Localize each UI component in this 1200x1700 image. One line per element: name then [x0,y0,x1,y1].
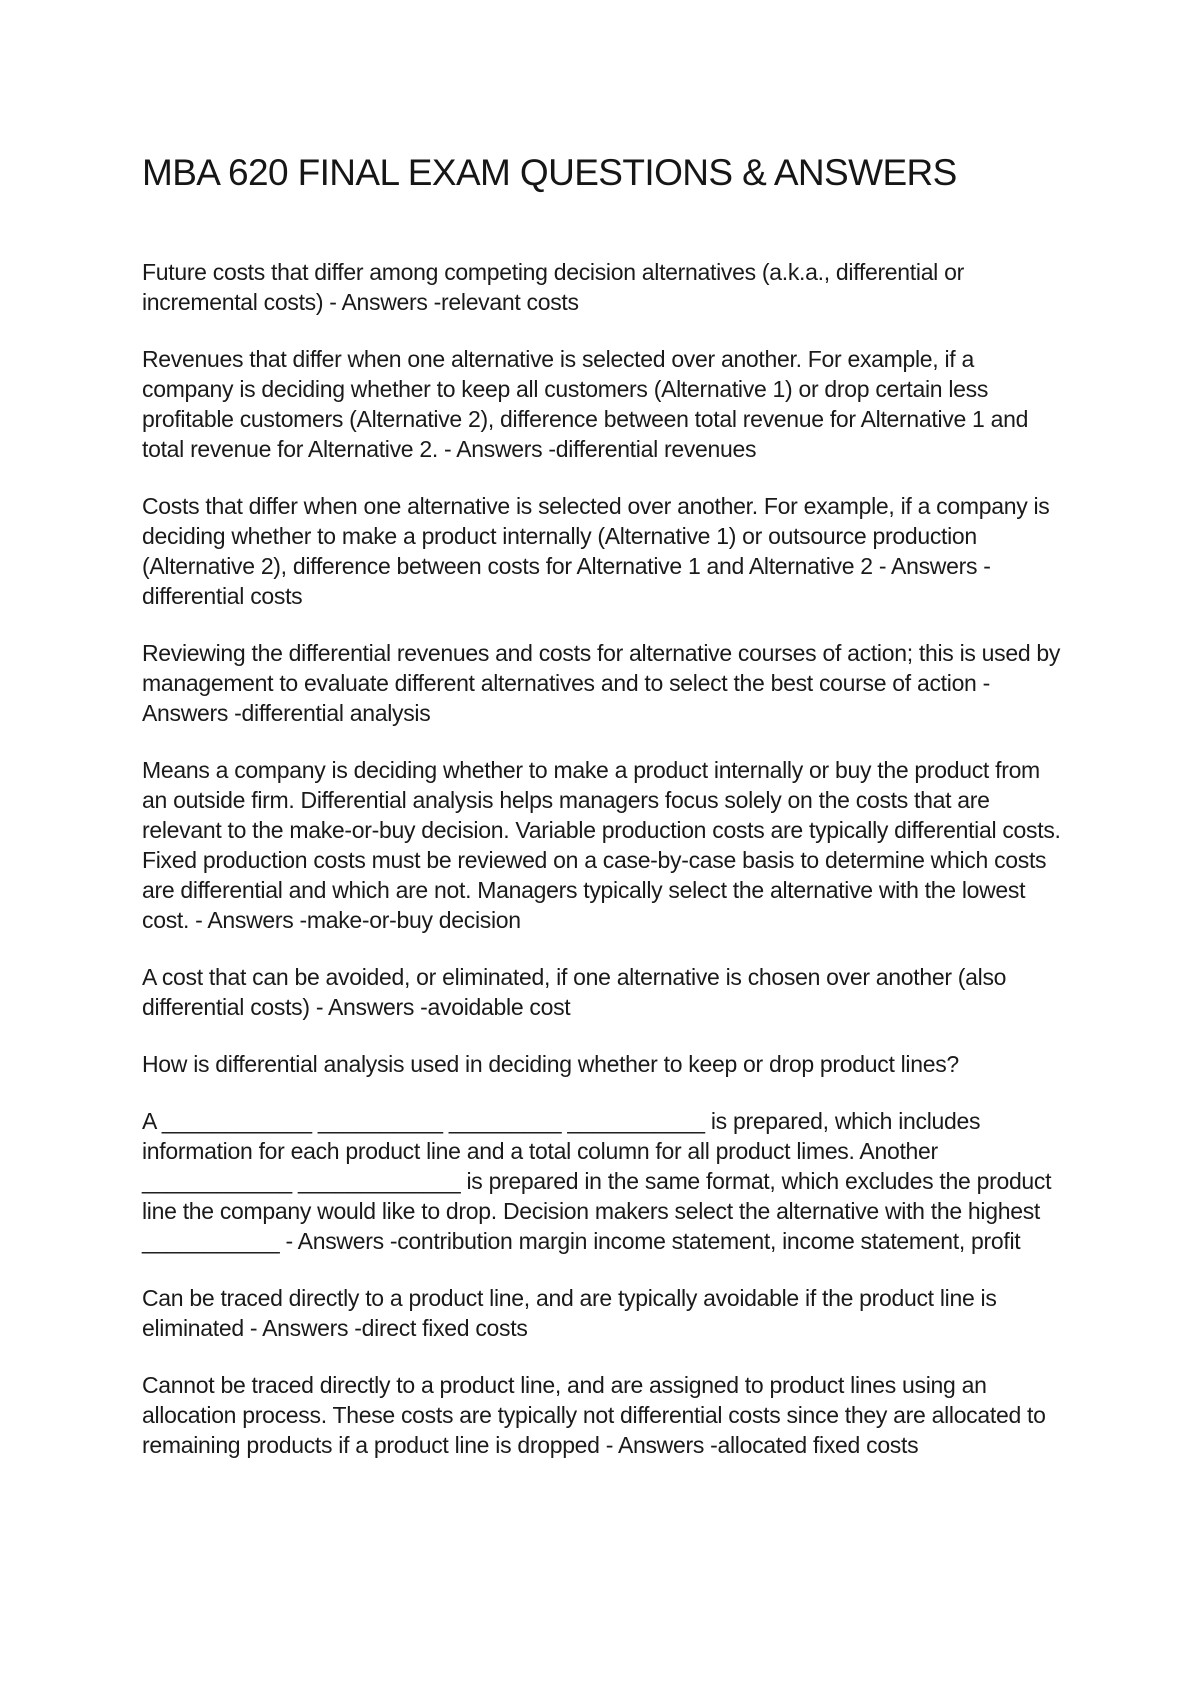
qa-list [142,257,1062,1487]
qa-entry-differential-costs: Costs that differ when one alternative is selected over another. For example, if a company is deciding whether to make a product internally (Alternative 1) or outsource production (Alternative 2), difference between costs for Alternative 1 and Alternative 2 - Answers -differential costs [142,493,1050,609]
qa-entry-direct-fixed-costs: Can be traced directly to a product line, and are typically avoidable if the product line is eliminated - Answers -direct fixed costs [142,1285,997,1341]
qa-entry-keep-or-drop-question: How is differential analysis used in deciding whether to keep or drop product lines? [142,1051,959,1077]
qa-entry-make-or-buy: Means a company is deciding whether to make a product internally or buy the product from an outside firm. Differential analysis helps managers focus solely on the costs that are relevant to the make-or-buy decision. Variable production costs are typically differential costs. Fixed production costs must be reviewed on a case-by-case basis to determine which costs are differential and which are not. Managers typically select the alternative with the lowest cost. - Answers -make-or-buy decision [142,757,1061,933]
qa-entry-fill-in-blank: A ____________ __________ _________ ___________ is prepared, which includes information for each product line and a total column for all product limes. Another ____________ _____________ is prepared in the same format, which excludes the product line the company would like to drop. Decision makers select the alternative with the highest ___________ - Answers -contribution margin income statement, income statement, profit [142,1108,1052,1254]
qa-entry-relevant-costs: Future costs that differ among competing decision alternatives (a.k.a., differential or incremental costs) - Answers -relevant costs [142,259,964,315]
qa-entry-differential-analysis: Reviewing the differential revenues and costs for alternative courses of action; this is used by management to evaluate different alternatives and to select the best course of action - Answers -differential analysis [142,640,1061,726]
qa-entry-differential-revenues: Revenues that differ when one alternative is selected over another. For example, if a company is deciding whether to keep all customers (Alternative 1) or drop certain less profitable customers (Alternative 2), difference between total revenue for Alternative 1 and total revenue for Alternative 2. - Answers -differential revenues [142,346,1029,462]
document-title: MBA 620 FINAL EXAM QUESTIONS & ANSWERS [142,152,957,193]
qa-entry-allocated-fixed-costs: Cannot be traced directly to a product line, and are assigned to product lines using an allocation process. These costs are typically not differential costs since they are allocated to remaining products if a product line is dropped - Answers -allocated fixed costs [142,1372,1046,1458]
qa-entry-avoidable-cost: A cost that can be avoided, or eliminated, if one alternative is chosen over another (also differential costs) - Answers -avoidable cost [142,964,1007,1020]
